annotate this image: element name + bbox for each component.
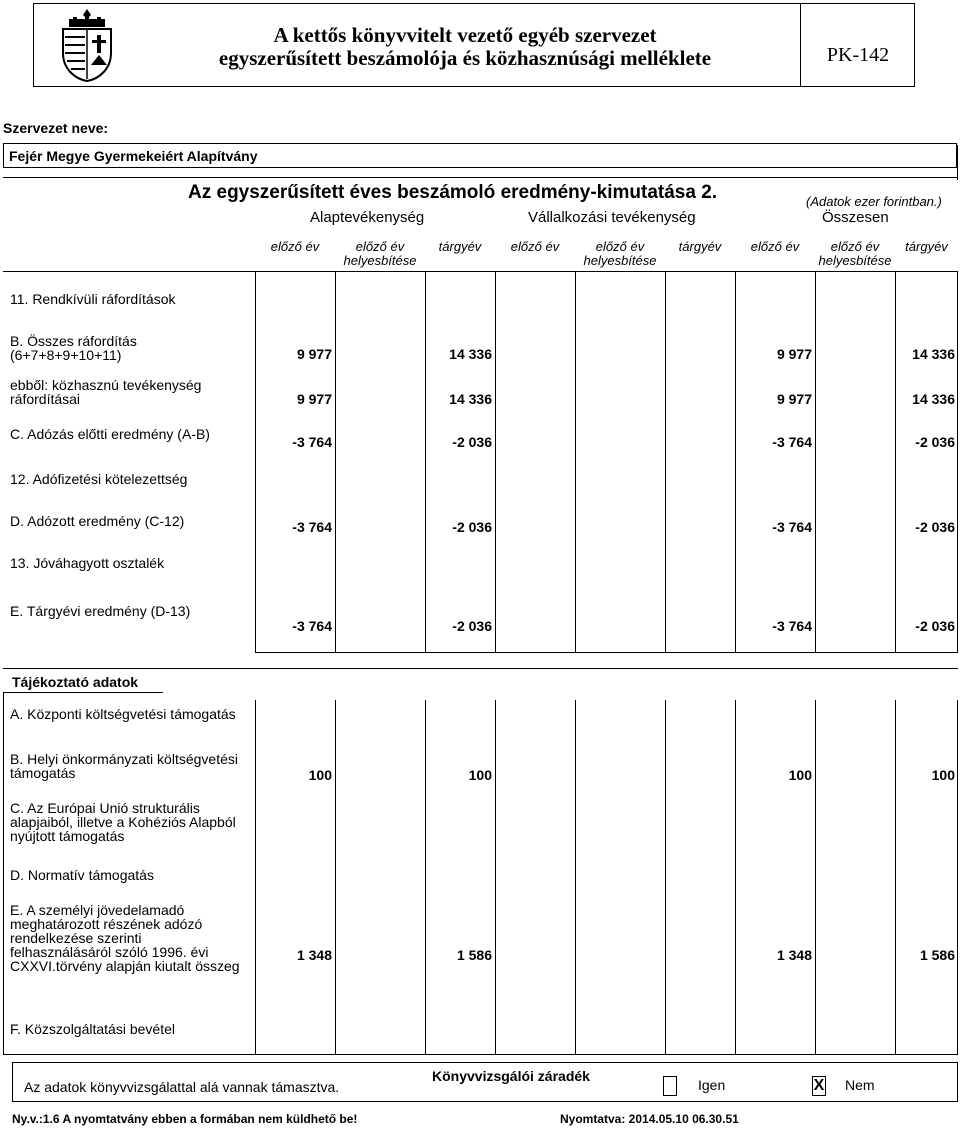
row-cell[interactable] xyxy=(735,272,815,328)
row-right-edge xyxy=(957,548,958,592)
row-cell[interactable] xyxy=(425,418,495,458)
info-row-cell[interactable] xyxy=(575,896,665,1006)
footer-right: Nyomtatva: 2014.05.10 06.30.51 xyxy=(560,1112,739,1126)
row-cell[interactable] xyxy=(575,418,665,458)
row-value: -2 036 xyxy=(452,434,492,450)
row-cell[interactable] xyxy=(255,372,335,418)
row-value: 14 336 xyxy=(912,391,955,407)
row-value: 14 336 xyxy=(912,346,955,362)
info-title-underline xyxy=(3,692,163,693)
info-row-cell[interactable] xyxy=(575,700,665,746)
audit-question: Az adatok könyvvizsgálattal alá vannak támasztva. xyxy=(24,1079,340,1095)
info-row-cell[interactable] xyxy=(495,746,575,796)
column-header-8: előző év helyesbítése xyxy=(818,239,892,268)
row-value: -2 036 xyxy=(915,618,955,634)
row-value: -2 036 xyxy=(452,519,492,535)
info-row-cell[interactable] xyxy=(495,1006,575,1054)
row-cell[interactable] xyxy=(335,592,425,652)
info-row-cell[interactable] xyxy=(895,796,958,854)
info-row-cell[interactable] xyxy=(815,700,895,746)
row-cell[interactable] xyxy=(665,548,735,592)
info-row-cell[interactable] xyxy=(255,854,335,896)
info-row-value: 1 348 xyxy=(296,947,332,963)
row-cell[interactable] xyxy=(735,418,815,458)
row-cell[interactable] xyxy=(495,498,575,548)
row-cell[interactable] xyxy=(425,498,495,548)
org-name-field[interactable] xyxy=(3,143,957,168)
row-value: 14 336 xyxy=(449,346,492,362)
row-value: 9 977 xyxy=(776,346,812,362)
info-row-cell[interactable] xyxy=(575,854,665,896)
info-row-cell[interactable] xyxy=(495,896,575,1006)
info-row-right-edge xyxy=(957,896,958,1006)
row-cell[interactable] xyxy=(815,372,895,418)
unit-note: (Adatok ezer forintban.) xyxy=(806,194,942,209)
row-cell[interactable] xyxy=(815,498,895,548)
info-row-cell[interactable] xyxy=(335,796,425,854)
row-label-8: E. Tárgyévi eredmény (D-13) xyxy=(10,603,191,619)
coat-of-arms-logo xyxy=(55,7,119,83)
row-cell[interactable] xyxy=(425,458,495,498)
row-value: -2 036 xyxy=(452,618,492,634)
row-right-edge xyxy=(957,272,958,328)
form-title xyxy=(150,24,780,70)
info-row-cell[interactable] xyxy=(425,796,495,854)
row-value: -2 036 xyxy=(915,434,955,450)
row-value: -3 764 xyxy=(292,519,332,535)
info-row-right-edge xyxy=(957,700,958,746)
row-cell[interactable] xyxy=(735,458,815,498)
row-right-edge xyxy=(957,498,958,548)
info-row-cell[interactable] xyxy=(425,700,495,746)
table-top-border xyxy=(3,177,957,178)
row-right-edge xyxy=(957,372,958,418)
row-value: -3 764 xyxy=(292,434,332,450)
row-label-3: ebből: közhasznú tevékenység ráfordításai xyxy=(10,377,202,407)
row-cell[interactable] xyxy=(895,498,958,548)
column-header-7: előző év xyxy=(750,239,800,254)
row-value: -3 764 xyxy=(292,618,332,634)
info-row-cell[interactable] xyxy=(895,700,958,746)
info-row-cell[interactable] xyxy=(665,1006,735,1054)
row-value: 14 336 xyxy=(449,391,492,407)
audit-yes-label: Igen xyxy=(698,1077,726,1093)
row-cell[interactable] xyxy=(495,548,575,592)
row-cell[interactable] xyxy=(575,548,665,592)
group-osszesen: Összesen xyxy=(822,209,889,226)
info-row-cell[interactable] xyxy=(895,854,958,896)
info-row-cell[interactable] xyxy=(425,1006,495,1054)
row-cell[interactable] xyxy=(495,372,575,418)
info-row-cell[interactable] xyxy=(335,896,425,1006)
row-value: 9 977 xyxy=(296,346,332,362)
row-cell[interactable] xyxy=(895,458,958,498)
info-row-value: 100 xyxy=(931,767,955,783)
row-label-6: D. Adózott eredmény (C-12) xyxy=(10,513,185,529)
info-row-cell[interactable] xyxy=(815,854,895,896)
info-row-cell[interactable] xyxy=(255,896,335,1006)
table-left-border xyxy=(3,692,4,1054)
info-bottom-line xyxy=(3,1054,958,1055)
row-cell[interactable] xyxy=(335,372,425,418)
audit-no-checkbox[interactable] xyxy=(812,1076,826,1096)
row-cell[interactable] xyxy=(665,328,735,372)
info-row-cell[interactable] xyxy=(255,796,335,854)
row-label-5: 12. Adófizetési kötelezettség xyxy=(10,471,188,487)
info-row-value: 100 xyxy=(468,767,492,783)
column-header-9: tárgyév xyxy=(905,239,948,254)
row-cell[interactable] xyxy=(495,458,575,498)
group-vallalkozasi: Vállalkozási tevékenység xyxy=(528,209,696,226)
org-name-value: Fejér Megye Gyermekeiért Alapítvány xyxy=(9,148,258,164)
row-cell[interactable] xyxy=(255,458,335,498)
row-cell[interactable] xyxy=(895,418,958,458)
info-row-label-6: F. Közszolgáltatási bevétel xyxy=(10,1021,175,1037)
row-cell[interactable] xyxy=(255,272,335,328)
row-value: -3 764 xyxy=(772,618,812,634)
row-value: -3 764 xyxy=(772,519,812,535)
row-cell[interactable] xyxy=(335,498,425,548)
row-cell[interactable] xyxy=(895,372,958,418)
row-cell[interactable] xyxy=(735,592,815,652)
info-row-cell[interactable] xyxy=(575,1006,665,1054)
info-row-cell[interactable] xyxy=(665,796,735,854)
row-cell[interactable] xyxy=(425,372,495,418)
column-header-6: tárgyév xyxy=(678,239,722,254)
row-cell[interactable] xyxy=(335,328,425,372)
info-row-cell[interactable] xyxy=(665,700,735,746)
row-cell[interactable] xyxy=(425,592,495,652)
info-row-right-edge xyxy=(957,1006,958,1054)
info-row-cell[interactable] xyxy=(735,796,815,854)
info-row-label-3: C. Az Európai Unió strukturális alapjaiból, illetve a Kohéziós Alapból nyújtott támogatás xyxy=(10,800,236,844)
info-row-cell[interactable] xyxy=(665,854,735,896)
info-row-cell[interactable] xyxy=(425,854,495,896)
row-cell[interactable] xyxy=(665,458,735,498)
form-code: PK-142 xyxy=(826,44,890,66)
row-cell[interactable] xyxy=(815,548,895,592)
info-row-right-edge xyxy=(957,746,958,796)
row-cell[interactable] xyxy=(735,328,815,372)
group-alaptevekenyseg: Alaptevékenység xyxy=(310,209,425,226)
info-row-cell[interactable] xyxy=(735,896,815,1006)
row-cell[interactable] xyxy=(815,272,895,328)
info-row-cell[interactable] xyxy=(495,796,575,854)
row-value: -3 764 xyxy=(772,434,812,450)
info-row-cell[interactable] xyxy=(335,746,425,796)
report-title: Az egyszerűsített éves beszámoló eredmény-kimutatása 2. xyxy=(188,182,718,203)
row-cell[interactable] xyxy=(255,328,335,372)
info-row-cell[interactable] xyxy=(815,796,895,854)
info-row-cell[interactable] xyxy=(735,746,815,796)
row-cell[interactable] xyxy=(735,548,815,592)
info-row-cell[interactable] xyxy=(335,854,425,896)
audit-yes-checkbox[interactable] xyxy=(663,1076,677,1096)
info-row-cell[interactable] xyxy=(425,896,495,1006)
footer-left: Ny.v.:1.6 A nyomtatvány ebben a formában nem küldhető be! xyxy=(12,1112,358,1126)
row-cell[interactable] xyxy=(735,372,815,418)
row-cell[interactable] xyxy=(815,418,895,458)
info-row-cell[interactable] xyxy=(895,746,958,796)
row-cell[interactable] xyxy=(425,272,495,328)
info-row-cell[interactable] xyxy=(815,1006,895,1054)
info-row-cell[interactable] xyxy=(895,896,958,1006)
info-separator-line xyxy=(255,652,958,653)
info-row-label-5: E. A személyi jövedelamadó meghatározott részének adózó rendelkezése szerinti felhasználásáról szóló 1996. évi CXXVI.törvény alapján kiutalt összeg xyxy=(10,902,240,974)
row-label-2: B. Összes ráfordítás (6+7+8+9+10+11) xyxy=(10,333,137,363)
info-row-value: 1 348 xyxy=(776,947,812,963)
info-row-cell[interactable] xyxy=(735,700,815,746)
info-row-right-edge xyxy=(957,854,958,896)
info-row-cell[interactable] xyxy=(735,1006,815,1054)
form-title-line1: A kettős könyvvitelt vezető egyéb szervezet xyxy=(273,23,657,47)
column-header-3: tárgyév xyxy=(438,239,482,254)
row-cell[interactable] xyxy=(815,458,895,498)
row-value: 9 977 xyxy=(296,391,332,407)
info-row-cell[interactable] xyxy=(575,746,665,796)
row-cell[interactable] xyxy=(575,592,665,652)
info-row-value: 1 586 xyxy=(456,947,492,963)
row-label-7: 13. Jóváhagyott osztalék xyxy=(10,555,165,571)
info-row-cell[interactable] xyxy=(495,700,575,746)
info-row-right-edge xyxy=(957,796,958,854)
row-cell[interactable] xyxy=(895,328,958,372)
column-header-4: előző év xyxy=(510,239,560,254)
info-row-cell[interactable] xyxy=(665,746,735,796)
info-title: Tájékoztató adatok xyxy=(12,674,139,690)
row-cell[interactable] xyxy=(495,418,575,458)
audit-no-label: Nem xyxy=(845,1077,875,1093)
row-label-1: 11. Rendkívüli ráfordítások xyxy=(10,291,176,307)
row-cell[interactable] xyxy=(575,372,665,418)
row-cell[interactable] xyxy=(815,592,895,652)
info-row-cell[interactable] xyxy=(255,1006,335,1054)
info-row-cell[interactable] xyxy=(335,700,425,746)
row-cell[interactable] xyxy=(495,328,575,372)
column-header-2: előző év helyesbítése xyxy=(343,239,417,268)
row-cell[interactable] xyxy=(735,498,815,548)
row-cell[interactable] xyxy=(495,592,575,652)
info-row-label-4: D. Normatív támogatás xyxy=(10,867,154,883)
info-row-cell[interactable] xyxy=(495,854,575,896)
info-row-cell[interactable] xyxy=(895,1006,958,1054)
info-row-value: 100 xyxy=(788,767,812,783)
info-row-cell[interactable] xyxy=(255,746,335,796)
row-cell[interactable] xyxy=(335,458,425,498)
form-title-line2: egyszerűsített beszámolója és közhasznúsági melléklete xyxy=(218,46,712,70)
row-value: 9 977 xyxy=(776,391,812,407)
row-cell[interactable] xyxy=(895,272,958,328)
table-right-border xyxy=(957,145,958,180)
row-cell[interactable] xyxy=(665,372,735,418)
info-row-cell[interactable] xyxy=(815,896,895,1006)
row-cell[interactable] xyxy=(255,592,335,652)
info-row-value: 1 586 xyxy=(919,947,955,963)
row-cell[interactable] xyxy=(575,272,665,328)
row-value: -2 036 xyxy=(915,519,955,535)
row-cell[interactable] xyxy=(255,498,335,548)
info-separator-line-2 xyxy=(3,668,958,669)
audit-title: Könyvvizsgálói záradék xyxy=(432,1068,590,1084)
info-row-value: 100 xyxy=(308,767,332,783)
row-cell[interactable] xyxy=(575,498,665,548)
info-row-cell[interactable] xyxy=(735,854,815,896)
info-row-label-1: A. Központi költségvetési támogatás xyxy=(10,706,236,722)
org-name-label: Szervezet neve: xyxy=(3,120,109,136)
row-cell[interactable] xyxy=(575,458,665,498)
column-header-1: előző év xyxy=(270,239,320,254)
row-cell[interactable] xyxy=(255,418,335,458)
column-header-5: előző év helyesbítése xyxy=(583,239,657,268)
row-right-edge xyxy=(957,418,958,458)
info-row-cell[interactable] xyxy=(815,746,895,796)
row-right-edge xyxy=(957,592,958,652)
row-right-edge xyxy=(957,328,958,372)
row-cell[interactable] xyxy=(665,272,735,328)
info-row-cell[interactable] xyxy=(665,896,735,1006)
row-cell[interactable] xyxy=(895,548,958,592)
row-right-edge xyxy=(957,458,958,498)
row-cell[interactable] xyxy=(255,548,335,592)
info-row-cell[interactable] xyxy=(255,700,335,746)
row-cell[interactable] xyxy=(665,592,735,652)
info-row-cell[interactable] xyxy=(425,746,495,796)
row-cell[interactable] xyxy=(575,328,665,372)
info-row-cell[interactable] xyxy=(575,796,665,854)
row-cell[interactable] xyxy=(425,328,495,372)
row-cell[interactable] xyxy=(665,498,735,548)
audit-no-mark: X xyxy=(813,1077,825,1094)
row-label-4: C. Adózás előtti eredmény (A-B) xyxy=(10,426,210,442)
row-cell[interactable] xyxy=(335,418,425,458)
row-cell[interactable] xyxy=(495,272,575,328)
row-cell[interactable] xyxy=(665,418,735,458)
row-cell[interactable] xyxy=(895,592,958,652)
row-cell[interactable] xyxy=(425,548,495,592)
row-cell[interactable] xyxy=(335,548,425,592)
row-cell[interactable] xyxy=(335,272,425,328)
row-cell[interactable] xyxy=(815,328,895,372)
info-row-label-2: B. Helyi önkormányzati költségvetési támogatás xyxy=(10,751,238,781)
info-row-cell[interactable] xyxy=(335,1006,425,1054)
